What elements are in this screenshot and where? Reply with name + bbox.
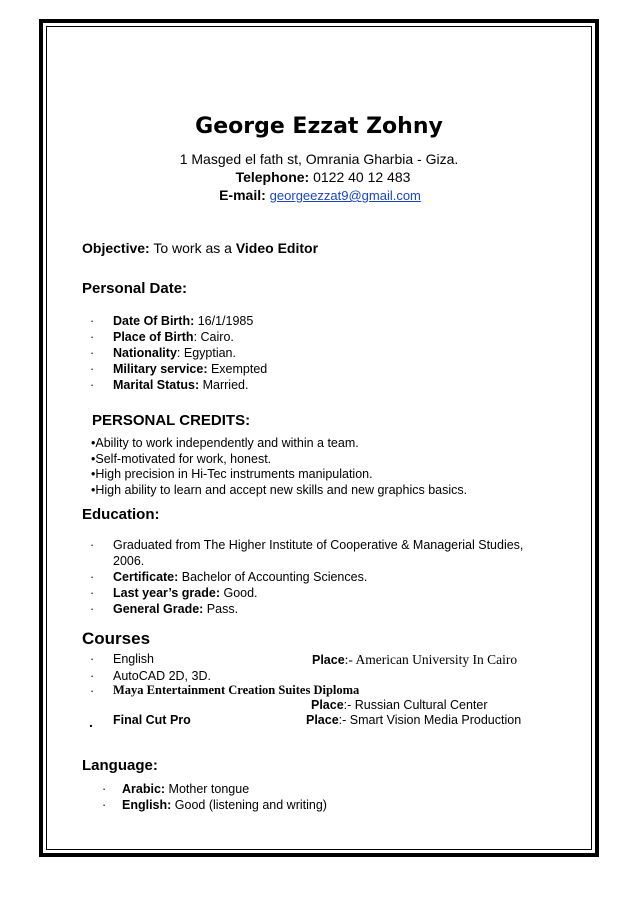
objective-role: Video Editor [235, 240, 319, 256]
list-item: •Self-motivated for work, honest. [91, 451, 272, 466]
email-line [0, 187, 638, 203]
list-item: •Ability to work independently and within a team. [91, 436, 359, 450]
personal-list [90, 313, 268, 393]
list-item: · General Grade: Pass. [90, 602, 239, 616]
course-place: Place:- American University In Cairo [312, 652, 518, 667]
education-heading: Education: [82, 506, 160, 523]
list-item: •High precision in Hi-Tec instruments manipulation. [91, 467, 373, 482]
course-name: Maya Entertainment Creation Suites Diploma [113, 683, 360, 697]
list-item: 2006. [113, 554, 145, 568]
telephone-line [0, 169, 638, 185]
language-heading: Language: [82, 757, 158, 774]
course-name: AutoCAD 2D, 3D. [113, 669, 211, 683]
list-item: · English: Good (listening and writing) [102, 798, 327, 812]
credits-list [91, 436, 467, 498]
objective-text: To work as a [149, 240, 236, 256]
list-item: •High ability to learn and accept new skills and new graphics basics. [91, 482, 468, 497]
objective-line [82, 240, 318, 256]
list-item: · Graduated from The Higher Institute of Cooperative & Managerial Studies, [90, 538, 524, 552]
course-name: English [113, 652, 154, 666]
list-item: · Certificate: Bachelor of Accounting Sciences. [90, 570, 368, 584]
list-item: · Marital Status: Married. [90, 378, 249, 392]
telephone-value: 0122 40 12 483 [309, 169, 411, 185]
course-item: . [89, 714, 93, 730]
email-label: E-mail: [219, 187, 266, 203]
list-item: · Military service: Exempted [90, 362, 268, 376]
list-item: · Place of Birth: Cairo. [90, 330, 234, 344]
course-name: Final Cut Pro [113, 713, 191, 727]
personal-heading: Personal Date: [82, 280, 188, 297]
course-item: · [90, 684, 95, 698]
language-list [102, 781, 327, 813]
course-item: · [90, 652, 95, 666]
objective-label: Objective: [82, 240, 150, 256]
list-item: · Arabic: Mother tongue [102, 782, 250, 796]
email-link[interactable]: georgeezzat9@gmail.com [269, 188, 421, 203]
course-place: Place:- Russian Cultural Center [311, 698, 488, 712]
telephone-label: Telephone: [235, 169, 310, 185]
course-place: Place:- Smart Vision Media Production [306, 713, 522, 727]
courses-heading: Courses [82, 629, 151, 648]
credits-heading: PERSONAL CREDITS: [92, 412, 251, 429]
list-item: · Date Of Birth: 16/1/1985 [90, 314, 254, 328]
resume-name: George Ezzat Zohny [195, 114, 443, 139]
list-item: · Last year’s grade: Good. [90, 586, 258, 600]
course-item: · [90, 669, 95, 683]
address: 1 Masged el fath st, Omrania Gharbia - Giza. [179, 151, 459, 167]
list-item: · Nationality: Egyptian. [90, 346, 236, 360]
education-list [90, 537, 524, 617]
